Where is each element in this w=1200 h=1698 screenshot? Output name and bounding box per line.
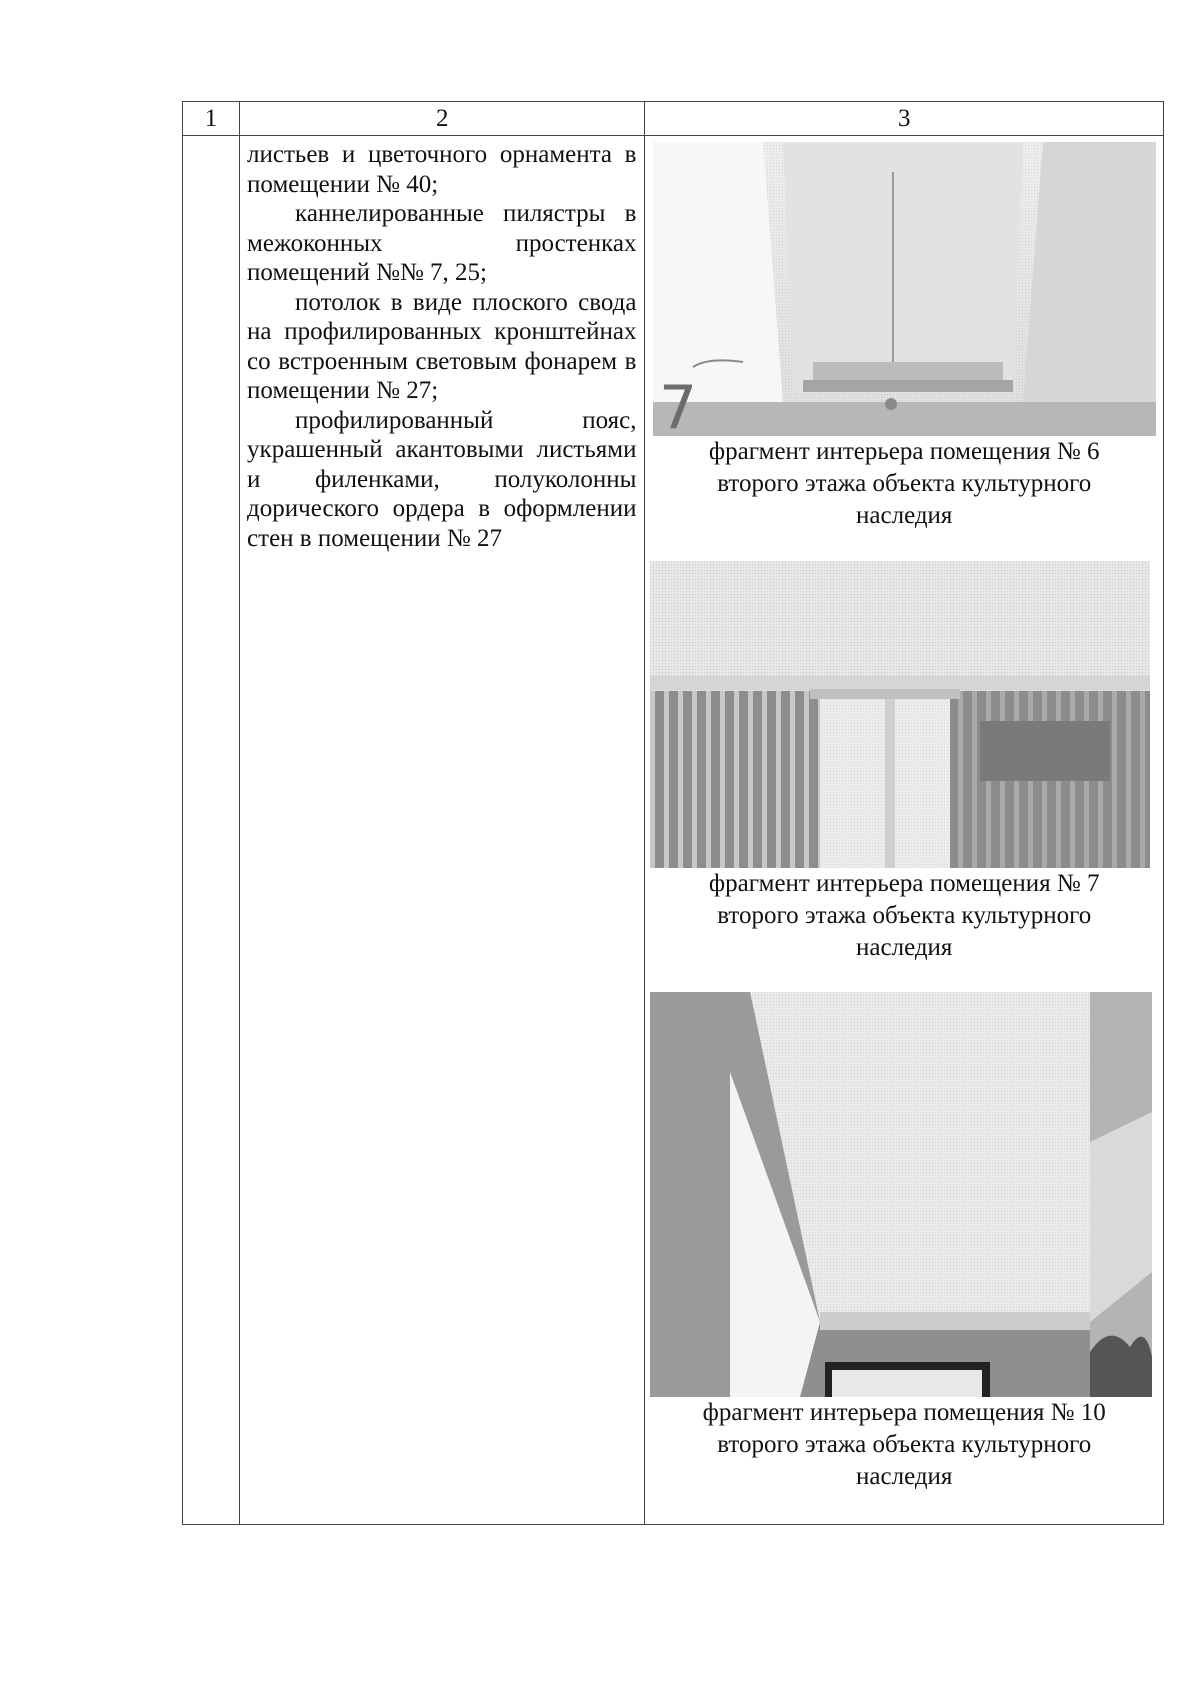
svg-text:7: 7 (658, 373, 697, 436)
empty-number-cell (183, 136, 240, 1525)
figure-caption-line: второго этажа объекта культурного (717, 902, 1092, 929)
heritage-table (182, 101, 1164, 1525)
figure-caption-line: фрагмент интерьера помещения № 7 (708, 870, 1100, 897)
vaulted-ceiling-photo-icon (650, 992, 1152, 1397)
ceiling-corridor-photo-icon (653, 142, 1156, 436)
figure-caption-line: фрагмент интерьера помещения № 6 (708, 438, 1100, 465)
figure-room-10 (645, 992, 1163, 1493)
figure-caption-line: второго этажа объекта культурного (717, 470, 1092, 497)
figure-caption-line: фрагмент интерьера помещения № 10 (702, 1399, 1106, 1426)
description-paragraph: листьев и цветочного орнамента в помещении № 40; (247, 141, 637, 198)
photo-cell (645, 136, 1164, 1525)
figure-caption-line: второго этажа объекта культурного (717, 1431, 1092, 1458)
description-paragraph: профилированный пояс, украшенный акантовыми листьями и филенками, полуколонны дорического ордера в оформлении стен в помещении № 27 (247, 406, 637, 552)
header-col-2: 2 (240, 102, 645, 136)
figure-caption-line: наследия (856, 934, 953, 961)
pilasters-windows-photo-icon (650, 561, 1150, 868)
figure-caption-line: наследия (856, 1463, 953, 1490)
header-col-3: 3 (645, 102, 1164, 136)
figure-room-7 (645, 561, 1163, 964)
figure-caption-line: наследия (856, 502, 953, 529)
description-paragraph: каннелированные пилястры в межоконных простенках помещений №№ 7, 25; (247, 200, 637, 286)
description-paragraph: потолок в виде плоского свода на профилированных кронштейнах со встроенным световым фонарем в помещении № 27; (247, 288, 637, 404)
header-col-1: 1 (183, 102, 240, 136)
table-row (183, 136, 1164, 1525)
table-header-row (183, 102, 1164, 136)
description-cell (240, 136, 645, 1525)
figure-room-6 (645, 142, 1163, 532)
